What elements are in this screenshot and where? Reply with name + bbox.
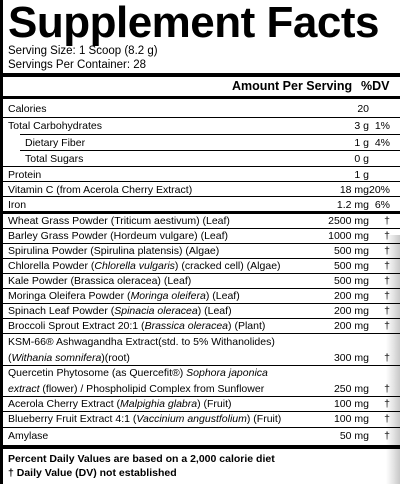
ingredient-name-part: Quercetin Phytosome (as Quercefit®) xyxy=(8,367,187,379)
ingredient-name: Kale Powder (Brassica oleracea) (Leaf) xyxy=(8,275,192,287)
ingredient-amount: 100 mg xyxy=(333,398,369,410)
ingredient-name: Amylase xyxy=(8,430,49,442)
ingredient-name xyxy=(8,305,232,317)
dagger-mark: † xyxy=(384,320,390,332)
divider xyxy=(3,396,400,397)
dagger-mark: † xyxy=(384,398,390,410)
ingredient-name-part: ) (Fruit) xyxy=(246,413,282,425)
latin-name: Brassica oleracea xyxy=(144,320,229,332)
latin-name: Withania somnifera xyxy=(11,352,102,364)
dv-header: %DV xyxy=(361,79,390,93)
divider xyxy=(3,318,400,319)
ingredient-name-part: (flower) / Phospholipid Complex from Sunflower xyxy=(39,383,265,395)
dagger-mark: † xyxy=(384,413,390,425)
nutrient-amount: 18 mg xyxy=(339,184,369,196)
ingredient-name-part: ) (Leaf) xyxy=(205,290,240,302)
nutrient-name: Iron xyxy=(8,199,27,211)
divider xyxy=(3,181,400,182)
footnote-dagger: † Daily Value (DV) not established xyxy=(8,467,177,479)
serving-size: Serving Size: 1 Scoop (8.2 g) xyxy=(8,45,158,57)
dagger-mark: † xyxy=(384,230,390,242)
ingredient-name-part: Broccoli Sprout Extract 20:1 ( xyxy=(8,320,145,332)
dagger-mark: † xyxy=(384,305,390,317)
ingredient-name-line2 xyxy=(8,352,130,364)
divider xyxy=(20,134,400,135)
nutrient-dv: 20% xyxy=(368,184,390,196)
ingredient-name-part: Spinach Leaf Powder ( xyxy=(8,305,115,317)
divider xyxy=(3,166,400,167)
servings-per-container: Servings Per Container: 28 xyxy=(8,59,147,71)
divider xyxy=(3,243,400,244)
dagger-mark: † xyxy=(384,275,390,287)
nutrient-name: Calories xyxy=(8,103,47,115)
thick-divider xyxy=(3,445,400,449)
divider xyxy=(3,273,400,274)
ingredient-name-part: ( xyxy=(8,352,12,364)
ingredient-name-part: Moringa Oleifera Powder ( xyxy=(8,290,131,302)
ingredient-name-part: Blueberry Fruit Extract 4:1 ( xyxy=(8,413,137,425)
medium-divider xyxy=(3,96,400,99)
latin-name: Moringa oleifera xyxy=(130,290,206,302)
dagger-mark: † xyxy=(384,352,390,364)
ingredient-name xyxy=(8,290,240,302)
latin-name: Vaccinium angustfolium xyxy=(136,413,247,425)
divider xyxy=(3,411,400,412)
divider xyxy=(3,333,400,334)
dagger-mark: † xyxy=(384,215,390,227)
ingredient-amount: 200 mg xyxy=(333,320,369,332)
ingredient-name xyxy=(8,413,281,425)
ingredient-name-line2 xyxy=(8,383,264,395)
divider xyxy=(3,228,400,229)
ingredient-amount: 100 mg xyxy=(333,413,369,425)
ingredient-name xyxy=(8,320,265,332)
thick-divider xyxy=(3,73,400,77)
latin-name: Malpighia glabra xyxy=(120,398,198,410)
nutrient-name: Vitamin C (from Acerola Cherry Extract) xyxy=(8,184,193,196)
dagger-mark: † xyxy=(384,245,390,257)
nutrient-dv: 6% xyxy=(374,199,390,211)
divider xyxy=(3,365,400,366)
nutrient-name: Total Sugars xyxy=(25,153,84,165)
ingredient-name-part: ) (Plant) xyxy=(228,320,266,332)
ingredient-name: KSM-66® Ashwagandha Extract(std. to 5% Withanolides) xyxy=(8,336,275,348)
ingredient-amount: 500 mg xyxy=(333,245,369,257)
nutrient-name: Dietary Fiber xyxy=(25,137,86,149)
ingredient-name-part: Chlorella Powder ( xyxy=(8,260,95,272)
divider xyxy=(3,427,400,428)
nutrient-dv: 4% xyxy=(374,137,390,149)
nutrient-dv: 1% xyxy=(374,120,390,132)
latin-name: Sophora japonica xyxy=(186,367,268,379)
ingredient-name xyxy=(8,367,268,379)
ingredient-name-part: ) (Leaf) xyxy=(197,305,232,317)
ingredient-amount: 1000 mg xyxy=(328,230,369,242)
dagger-mark: † xyxy=(384,260,390,272)
nutrient-amount: 1.2 mg xyxy=(336,199,369,211)
ingredient-amount: 500 mg xyxy=(333,275,369,287)
ingredient-name: Barley Grass Powder (Hordeum vulgare) (Leaf) xyxy=(8,230,228,242)
ingredient-amount: 300 mg xyxy=(333,352,369,364)
divider xyxy=(3,288,400,289)
nutrient-name: Protein xyxy=(8,169,42,181)
dagger-mark: † xyxy=(384,383,390,395)
ingredient-amount: 500 mg xyxy=(333,260,369,272)
ingredient-row xyxy=(3,336,400,364)
ingredient-amount: 2500 mg xyxy=(328,215,369,227)
ingredient-name: Wheat Grass Powder (Triticum aestivum) (Leaf) xyxy=(8,215,230,227)
divider xyxy=(20,150,400,151)
ingredient-name-part: ) (Fruit) xyxy=(197,398,232,410)
ingredient-row xyxy=(3,367,400,395)
dagger-mark: † xyxy=(384,430,390,442)
divider xyxy=(3,117,400,118)
divider xyxy=(3,258,400,259)
ingredient-amount: 200 mg xyxy=(333,290,369,302)
ingredient-amount: 200 mg xyxy=(333,305,369,317)
divider xyxy=(3,196,400,197)
nutrient-amount: 1 g xyxy=(354,137,369,149)
medium-divider xyxy=(3,211,400,214)
ingredient-name-part: )(root) xyxy=(101,352,130,364)
ingredient-name: Spirulina Powder (Spirulina platensis) (Algae) xyxy=(8,245,220,257)
latin-name: Chlorella vulgaris xyxy=(94,260,175,272)
latin-name: extract xyxy=(8,383,40,395)
nutrient-amount: 1 g xyxy=(354,169,369,181)
dagger-mark: † xyxy=(384,290,390,302)
nutrient-amount: 20 xyxy=(357,103,369,115)
footnote-dv-basis: Percent Daily Values are based on a 2,000 calorie diet xyxy=(8,453,275,465)
ingredient-name xyxy=(8,398,232,410)
ingredient-name-part: Acerola Cherry Extract ( xyxy=(8,398,121,410)
latin-name: Spinacia oleracea xyxy=(114,305,198,317)
amount-per-serving-header: Amount Per Serving xyxy=(232,79,353,93)
nutrient-amount: 3 g xyxy=(354,120,369,132)
ingredient-amount: 250 mg xyxy=(333,383,369,395)
divider xyxy=(3,303,400,304)
nutrient-amount: 0 g xyxy=(354,153,369,165)
nutrient-name: Total Carbohydrates xyxy=(8,120,102,132)
label-title: Supplement Facts xyxy=(8,0,379,47)
ingredient-name xyxy=(8,260,281,272)
ingredient-amount: 50 mg xyxy=(339,430,369,442)
ingredient-name-part: ) (cracked cell) (Algae) xyxy=(174,260,281,272)
